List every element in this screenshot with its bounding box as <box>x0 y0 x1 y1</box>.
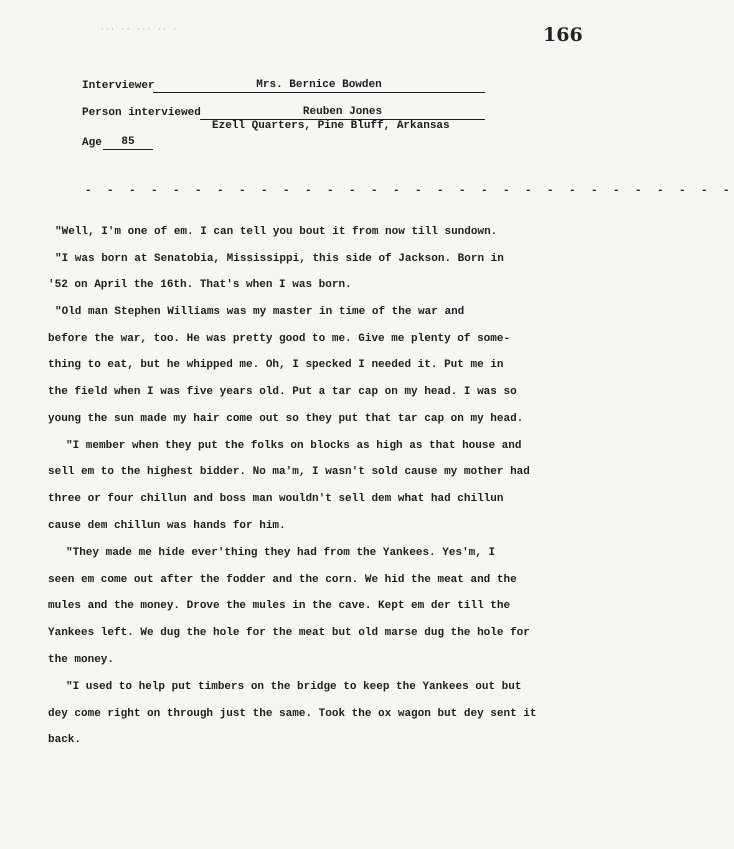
age-value: 85 <box>103 135 153 150</box>
body-line: "Old man Stephen Williams was my master in time of the war and <box>55 306 465 318</box>
separator-rule: - - - - - - - - - - - - - - - - - - - - - - - - - - - - - - <box>85 185 734 197</box>
body-line: back. <box>48 734 82 746</box>
interviewer-value: Mrs. Bernice Bowden <box>153 78 485 93</box>
archive-stamp: ··· ·· ··· ·· · <box>100 26 179 34</box>
body-line: cause dem chillun was hands for him. <box>48 520 286 532</box>
body-line: seen em come out after the fodder and the corn. We hid the meat and the <box>48 574 517 586</box>
body-line: the money. <box>48 654 115 666</box>
body-line: "I member when they put the folks on blocks as high as that house and <box>66 440 522 452</box>
person-interviewed-label: Person interviewed <box>82 107 201 119</box>
age-label: Age <box>82 137 102 149</box>
body-line: '52 on April the 16th. That's when I was born. <box>48 279 352 291</box>
body-line: sell em to the highest bidder. No ma'm, I wasn't sold cause my mother had <box>48 466 530 478</box>
person-interviewed-value: Reuben Jones <box>200 105 485 120</box>
page-number: 166 <box>543 24 583 46</box>
body-line: the field when I was five years old. Put a tar cap on my head. I was so <box>48 386 517 398</box>
person-address: Ezell Quarters, Pine Bluff, Arkansas <box>212 120 450 132</box>
body-line: "I used to help put timbers on the bridge to keep the Yankees out but <box>66 681 522 693</box>
body-line: before the war, too. He was pretty good to me. Give me plenty of some- <box>48 333 511 345</box>
body-line: Yankees left. We dug the hole for the meat but old marse dug the hole for <box>48 627 530 639</box>
body-line: mules and the money. Drove the mules in the cave. Kept em der till the <box>48 600 511 612</box>
body-line: "I was born at Senatobia, Mississippi, this side of Jackson. Born in <box>55 253 504 265</box>
body-line: three or four chillun and boss man wouldn't sell dem what had chillun <box>48 493 504 505</box>
interviewer-label: Interviewer <box>82 80 155 92</box>
body-line: "Well, I'm one of em. I can tell you bout it from now till sundown. <box>55 226 498 238</box>
body-line: thing to eat, but he whipped me. Oh, I specked I needed it. Put me in <box>48 359 504 371</box>
body-line: young the sun made my hair come out so they put that tar cap on my head. <box>48 413 524 425</box>
body-line: dey come right on through just the same. Took the ox wagon but dey sent it <box>48 708 537 720</box>
body-line: "They made me hide ever'thing they had from the Yankees. Yes'm, I <box>66 547 496 559</box>
